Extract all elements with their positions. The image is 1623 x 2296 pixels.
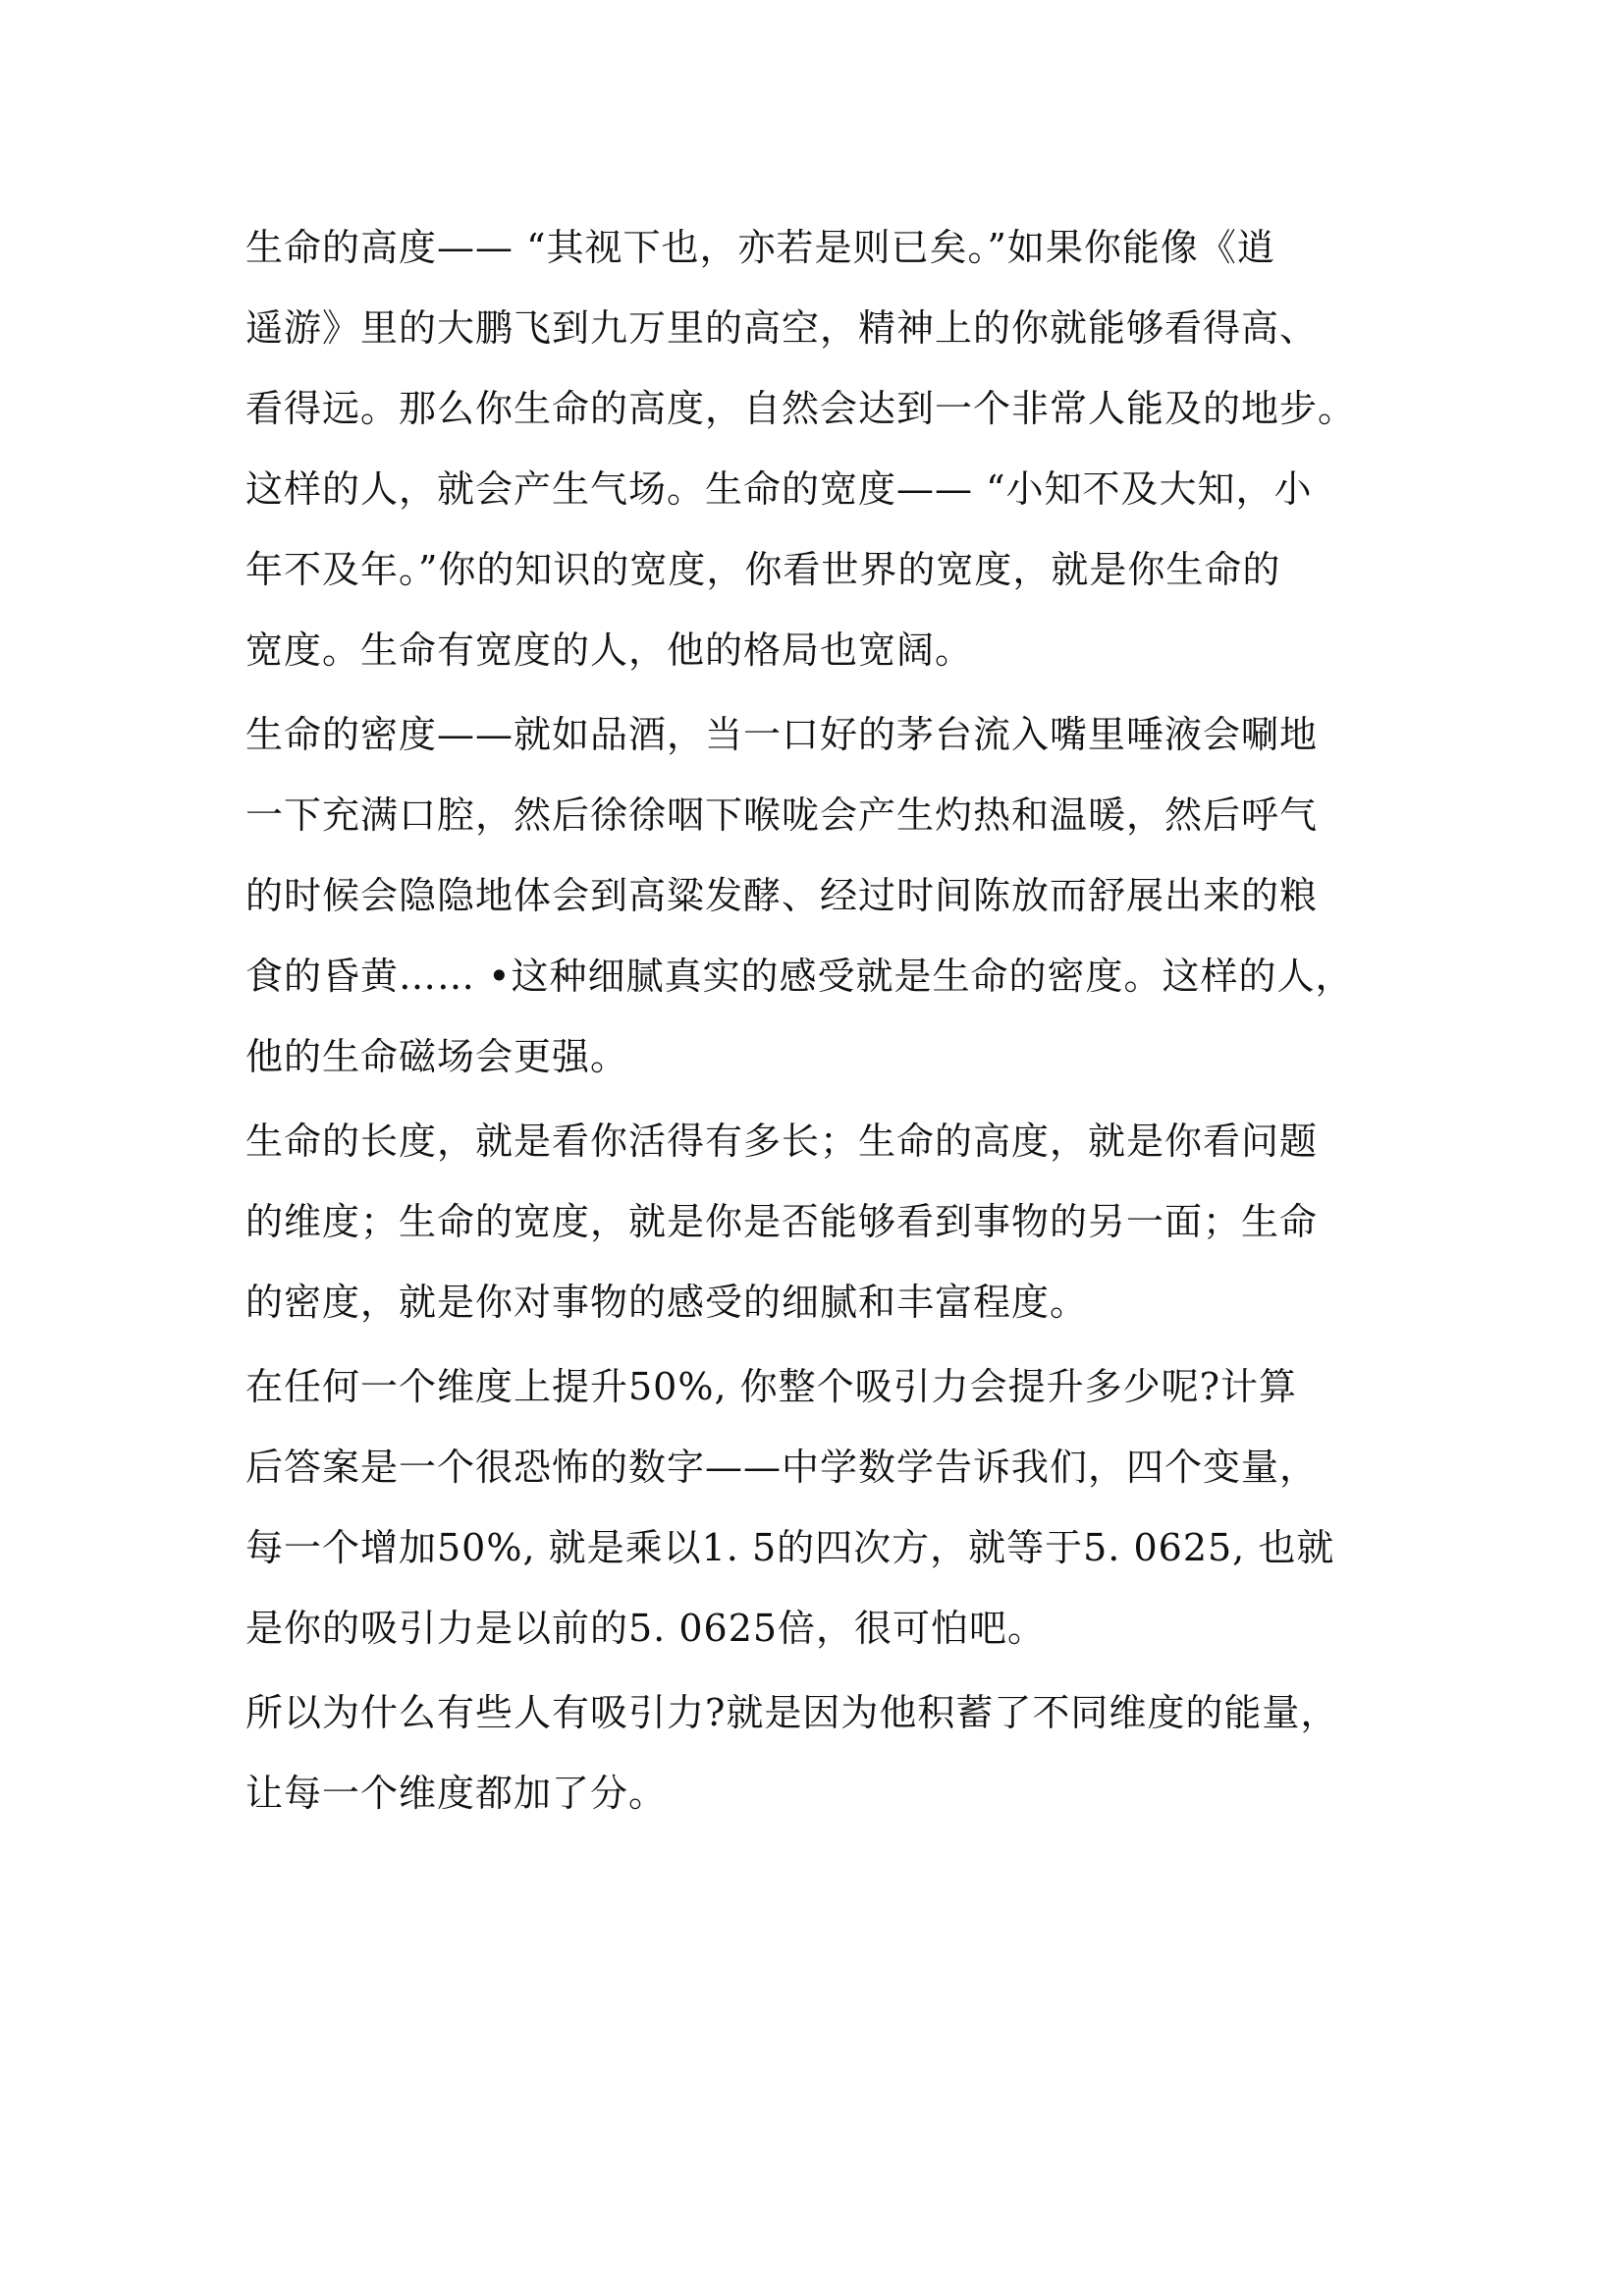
text-line: 一下充满口腔，然后徐徐咽下喉咙会产生灼热和温暖，然后呼气 — [245, 793, 1319, 837]
text-line: 后答案是一个很恐怖的数字——中学数学告诉我们，四个变量， — [245, 1446, 1319, 1489]
text-line: 每一个增加50%, 就是乘以1. 5的四次方，就等于5. 0625, 也就 — [245, 1526, 1335, 1569]
paragraph-height-breadth — [245, 218, 1384, 701]
text-line: 生命的密度——就如品酒，当一口好的茅台流入嘴里唾液会唰地 — [245, 713, 1319, 756]
paragraph-conclusion — [245, 1683, 1384, 1844]
text-line: 生命的长度，就是看你活得有多长；生命的高度，就是你看问题 — [245, 1120, 1319, 1163]
text-line: 宽度。生命有宽度的人，他的格局也宽阔。 — [245, 629, 974, 672]
text-line: 在任何一个维度上提升50%, 你整个吸引力会提升多少呢?计算 — [245, 1365, 1297, 1408]
text-line: 是你的吸引力是以前的5. 0625倍，很可怕吧。 — [245, 1607, 1047, 1650]
document-body — [245, 218, 1384, 1844]
text-line: 年不及年。”你的知识的宽度，你看世界的宽度，就是你生命的 — [245, 548, 1281, 591]
paragraph-summary — [245, 1112, 1384, 1353]
text-line: 生命的高度—— “其视下也，亦若是则已矣。”如果你能像《逍 — [245, 226, 1275, 269]
text-line: 这样的人，就会产生气场。生命的宽度—— “小知不及大知，小 — [245, 467, 1313, 511]
text-line: 看得远。那么你生命的高度，自然会达到一个非常人能及的地步。 — [245, 387, 1357, 430]
paragraph-density — [245, 705, 1384, 1108]
paragraph-calculation — [245, 1357, 1384, 1679]
text-line: 的时候会隐隐地体会到高粱发酵、经过时间陈放而舒展出来的粮 — [245, 874, 1319, 917]
text-line: 所以为什么有些人有吸引力?就是因为他积蓄了不同维度的能量， — [245, 1691, 1339, 1734]
text-line: 遥游》里的大鹏飞到九万里的高空，精神上的你就能够看得高、 — [245, 306, 1319, 350]
text-line: 食的昏黄…… •这种细腻真实的感受就是生命的密度。这样的人， — [245, 955, 1354, 998]
text-line: 的维度；生命的宽度，就是你是否能够看到事物的另一面；生命 — [245, 1200, 1319, 1243]
text-line: 他的生命磁场会更强。 — [245, 1035, 629, 1078]
text-line: 让每一个维度都加了分。 — [245, 1772, 668, 1815]
text-line: 的密度，就是你对事物的感受的细腻和丰富程度。 — [245, 1281, 1089, 1324]
